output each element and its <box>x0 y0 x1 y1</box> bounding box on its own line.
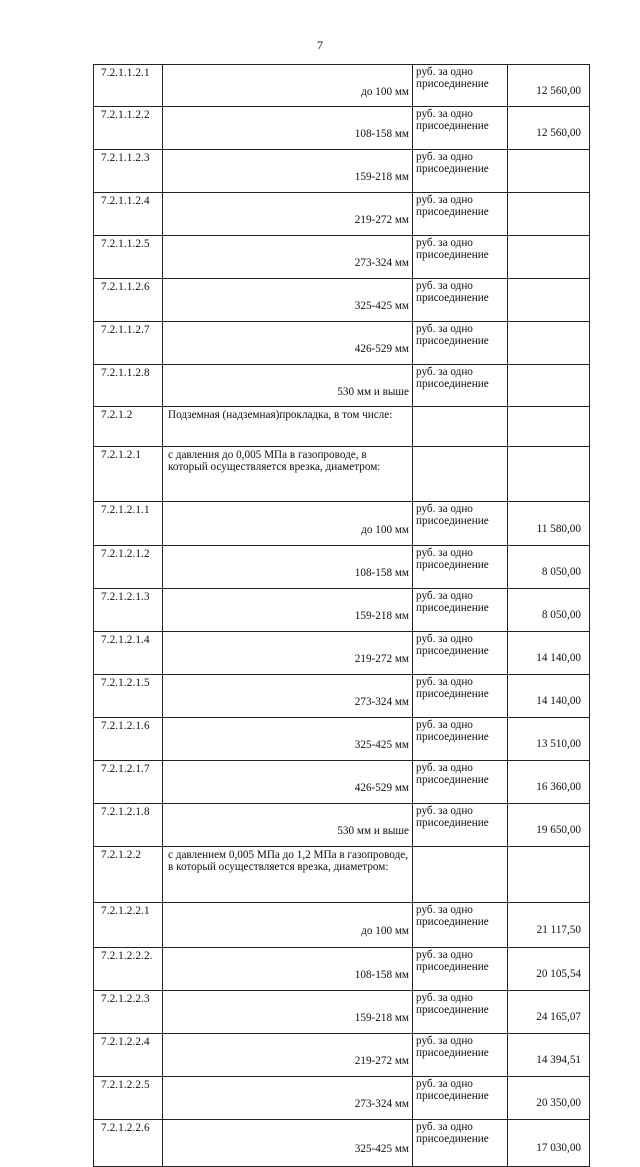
row-unit: руб. за одно присоединение <box>413 546 508 589</box>
row-price: 20 350,00 <box>508 1077 590 1120</box>
table-row <box>94 322 590 365</box>
row-price: 17 030,00 <box>508 1120 590 1167</box>
row-description: 530 мм и выше <box>163 365 413 407</box>
row-price: 16 360,00 <box>508 761 590 804</box>
row-unit: руб. за одно присоединение <box>413 1077 508 1120</box>
table-row <box>94 107 590 150</box>
table-row <box>94 546 590 589</box>
row-unit: руб. за одно присоединение <box>413 502 508 546</box>
row-unit: руб. за одно присоединение <box>413 718 508 761</box>
row-unit: руб. за одно присоединение <box>413 193 508 236</box>
row-code: 7.2.1.2.2.3 <box>94 991 163 1034</box>
row-description: с давления до 0,005 МПа в газопроводе, в который осуществляется врезка, диаметром: <box>163 447 413 502</box>
row-price <box>508 447 590 502</box>
row-price: 8 050,00 <box>508 589 590 632</box>
table-row <box>94 948 590 991</box>
row-description: 426-529 мм <box>163 761 413 804</box>
row-price <box>508 279 590 322</box>
row-code: 7.2.1.1.2.1 <box>94 65 163 107</box>
row-code: 7.2.1.2.1.6 <box>94 718 163 761</box>
row-description: 219-272 мм <box>163 1034 413 1077</box>
row-description: 273-324 мм <box>163 1077 413 1120</box>
row-price: 12 560,00 <box>508 65 590 107</box>
table-row <box>94 279 590 322</box>
row-price <box>508 150 590 193</box>
row-code: 7.2.1.2.1.8 <box>94 804 163 847</box>
row-unit: руб. за одно присоединение <box>413 675 508 718</box>
row-description: 426-529 мм <box>163 322 413 365</box>
row-unit: руб. за одно присоединение <box>413 589 508 632</box>
table-row <box>94 675 590 718</box>
row-code: 7.2.1.1.2.7 <box>94 322 163 365</box>
row-price: 14 394,51 <box>508 1034 590 1077</box>
table-row <box>94 1077 590 1120</box>
row-description: 219-272 мм <box>163 193 413 236</box>
row-unit: руб. за одно присоединение <box>413 948 508 991</box>
table-row <box>94 991 590 1034</box>
row-description: с давлением 0,005 МПа до 1,2 МПа в газопроводе, в который осуществляется врезка, диаметром: <box>163 847 413 903</box>
table-row <box>94 632 590 675</box>
row-unit: руб. за одно присоединение <box>413 150 508 193</box>
row-unit: руб. за одно присоединение <box>413 804 508 847</box>
row-code: 7.2.1.2.2.4 <box>94 1034 163 1077</box>
row-price: 20 105,54 <box>508 948 590 991</box>
row-unit: руб. за одно присоединение <box>413 65 508 107</box>
row-unit: руб. за одно присоединение <box>413 991 508 1034</box>
tariff-table <box>93 64 590 1167</box>
row-description: 325-425 мм <box>163 1120 413 1167</box>
table-row <box>94 1120 590 1167</box>
row-code: 7.2.1.2.1.3 <box>94 589 163 632</box>
row-description: 530 мм и выше <box>163 804 413 847</box>
row-price <box>508 847 590 903</box>
row-code: 7.2.1.2.1.4 <box>94 632 163 675</box>
table-row <box>94 847 590 903</box>
row-unit: руб. за одно присоединение <box>413 761 508 804</box>
row-code: 7.2.1.2.1.5 <box>94 675 163 718</box>
table-row <box>94 365 590 407</box>
row-code: 7.2.1.1.2.2 <box>94 107 163 150</box>
row-unit: руб. за одно присоединение <box>413 632 508 675</box>
row-price: 11 580,00 <box>508 502 590 546</box>
row-description: 108-158 мм <box>163 546 413 589</box>
page-number: 7 <box>317 38 323 52</box>
row-price <box>508 322 590 365</box>
row-unit: руб. за одно присоединение <box>413 1120 508 1167</box>
table-row <box>94 761 590 804</box>
row-unit: руб. за одно присоединение <box>413 279 508 322</box>
row-price: 14 140,00 <box>508 675 590 718</box>
row-description: 273-324 мм <box>163 675 413 718</box>
row-unit: руб. за одно присоединение <box>413 1034 508 1077</box>
row-code: 7.2.1.2.1.2 <box>94 546 163 589</box>
row-price: 12 560,00 <box>508 107 590 150</box>
row-description: 325-425 мм <box>163 718 413 761</box>
row-code: 7.2.1.2.1.7 <box>94 761 163 804</box>
row-description: 108-158 мм <box>163 107 413 150</box>
row-description: 159-218 мм <box>163 991 413 1034</box>
row-code: 7.2.1.2.2.2. <box>94 948 163 991</box>
row-code: 7.2.1.2.2 <box>94 847 163 903</box>
row-price: 8 050,00 <box>508 546 590 589</box>
row-price: 24 165,07 <box>508 991 590 1034</box>
tariff-table-body <box>94 65 590 1167</box>
row-price: 14 140,00 <box>508 632 590 675</box>
row-price <box>508 365 590 407</box>
row-code: 7.2.1.1.2.5 <box>94 236 163 279</box>
row-description: 219-272 мм <box>163 632 413 675</box>
row-price <box>508 236 590 279</box>
row-description: 273-324 мм <box>163 236 413 279</box>
row-unit <box>413 847 508 903</box>
row-description: 159-218 мм <box>163 589 413 632</box>
row-unit: руб. за одно присоединение <box>413 322 508 365</box>
row-description: до 100 мм <box>163 65 413 107</box>
table-row <box>94 903 590 948</box>
row-unit <box>413 407 508 447</box>
row-code: 7.2.1.2.2.6 <box>94 1120 163 1167</box>
table-row <box>94 1034 590 1077</box>
row-description: 159-218 мм <box>163 150 413 193</box>
row-code: 7.2.1.1.2.8 <box>94 365 163 407</box>
row-description: 108-158 мм <box>163 948 413 991</box>
row-code: 7.2.1.2.2.1 <box>94 903 163 948</box>
table-row <box>94 65 590 107</box>
table-row <box>94 236 590 279</box>
row-code: 7.2.1.1.2.6 <box>94 279 163 322</box>
table-row <box>94 193 590 236</box>
row-code: 7.2.1.1.2.4 <box>94 193 163 236</box>
row-unit: руб. за одно присоединение <box>413 365 508 407</box>
row-code: 7.2.1.2.2.5 <box>94 1077 163 1120</box>
row-code: 7.2.1.2 <box>94 407 163 447</box>
row-price: 13 510,00 <box>508 718 590 761</box>
row-unit: руб. за одно присоединение <box>413 107 508 150</box>
row-code: 7.2.1.2.1.1 <box>94 502 163 546</box>
row-description: до 100 мм <box>163 903 413 948</box>
row-unit: руб. за одно присоединение <box>413 236 508 279</box>
row-description: 325-425 мм <box>163 279 413 322</box>
row-code: 7.2.1.1.2.3 <box>94 150 163 193</box>
row-price: 21 117,50 <box>508 903 590 948</box>
row-unit <box>413 447 508 502</box>
table-row <box>94 502 590 546</box>
row-price <box>508 193 590 236</box>
row-unit: руб. за одно присоединение <box>413 903 508 948</box>
table-row <box>94 407 590 447</box>
row-price <box>508 407 590 447</box>
row-price: 19 650,00 <box>508 804 590 847</box>
row-code: 7.2.1.2.1 <box>94 447 163 502</box>
table-row <box>94 804 590 847</box>
row-description: до 100 мм <box>163 502 413 546</box>
table-row <box>94 150 590 193</box>
table-row <box>94 589 590 632</box>
table-row <box>94 447 590 502</box>
table-row <box>94 718 590 761</box>
row-description: Подземная (надземная)прокладка, в том числе: <box>163 407 413 447</box>
